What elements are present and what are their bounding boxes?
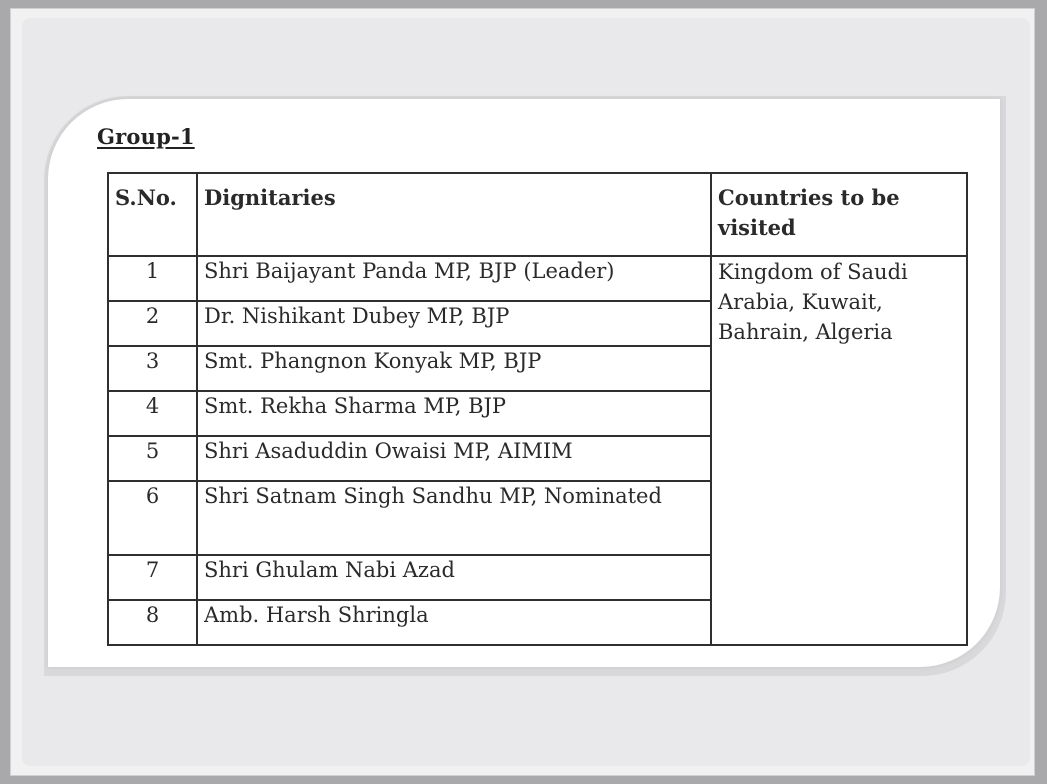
- table-row: [108, 256, 967, 301]
- row-sno: 7: [108, 555, 197, 600]
- row-dignitary: Amb. Harsh Shringla: [197, 600, 711, 645]
- row-sno: 3: [108, 346, 197, 391]
- row-sno: 2: [108, 301, 197, 346]
- document-card: [48, 99, 1000, 667]
- row-dignitary: Shri Satnam Singh Sandhu MP, Nominated: [197, 481, 711, 555]
- group-title: Group-1: [97, 124, 195, 149]
- row-dignitary: Shri Ghulam Nabi Azad: [197, 555, 711, 600]
- row-sno: 4: [108, 391, 197, 436]
- header-countries: Countries to be visited: [711, 173, 967, 256]
- delegation-table: [107, 172, 968, 646]
- row-sno: 8: [108, 600, 197, 645]
- row-dignitary: Dr. Nishikant Dubey MP, BJP: [197, 301, 711, 346]
- row-dignitary: Smt. Rekha Sharma MP, BJP: [197, 391, 711, 436]
- row-sno: 1: [108, 256, 197, 301]
- row-sno: 5: [108, 436, 197, 481]
- row-dignitary: Shri Baijayant Panda MP, BJP (Leader): [197, 256, 711, 301]
- table-header-row: [108, 173, 967, 256]
- row-dignitary: Shri Asaduddin Owaisi MP, AIMIM: [197, 436, 711, 481]
- row-dignitary: Smt. Phangnon Konyak MP, BJP: [197, 346, 711, 391]
- header-sno: S.No.: [108, 173, 197, 256]
- header-dignitaries: Dignitaries: [197, 173, 711, 256]
- countries-cell: Kingdom of Saudi Arabia, Kuwait, Bahrain, Algeria: [711, 256, 967, 645]
- row-sno: 6: [108, 481, 197, 555]
